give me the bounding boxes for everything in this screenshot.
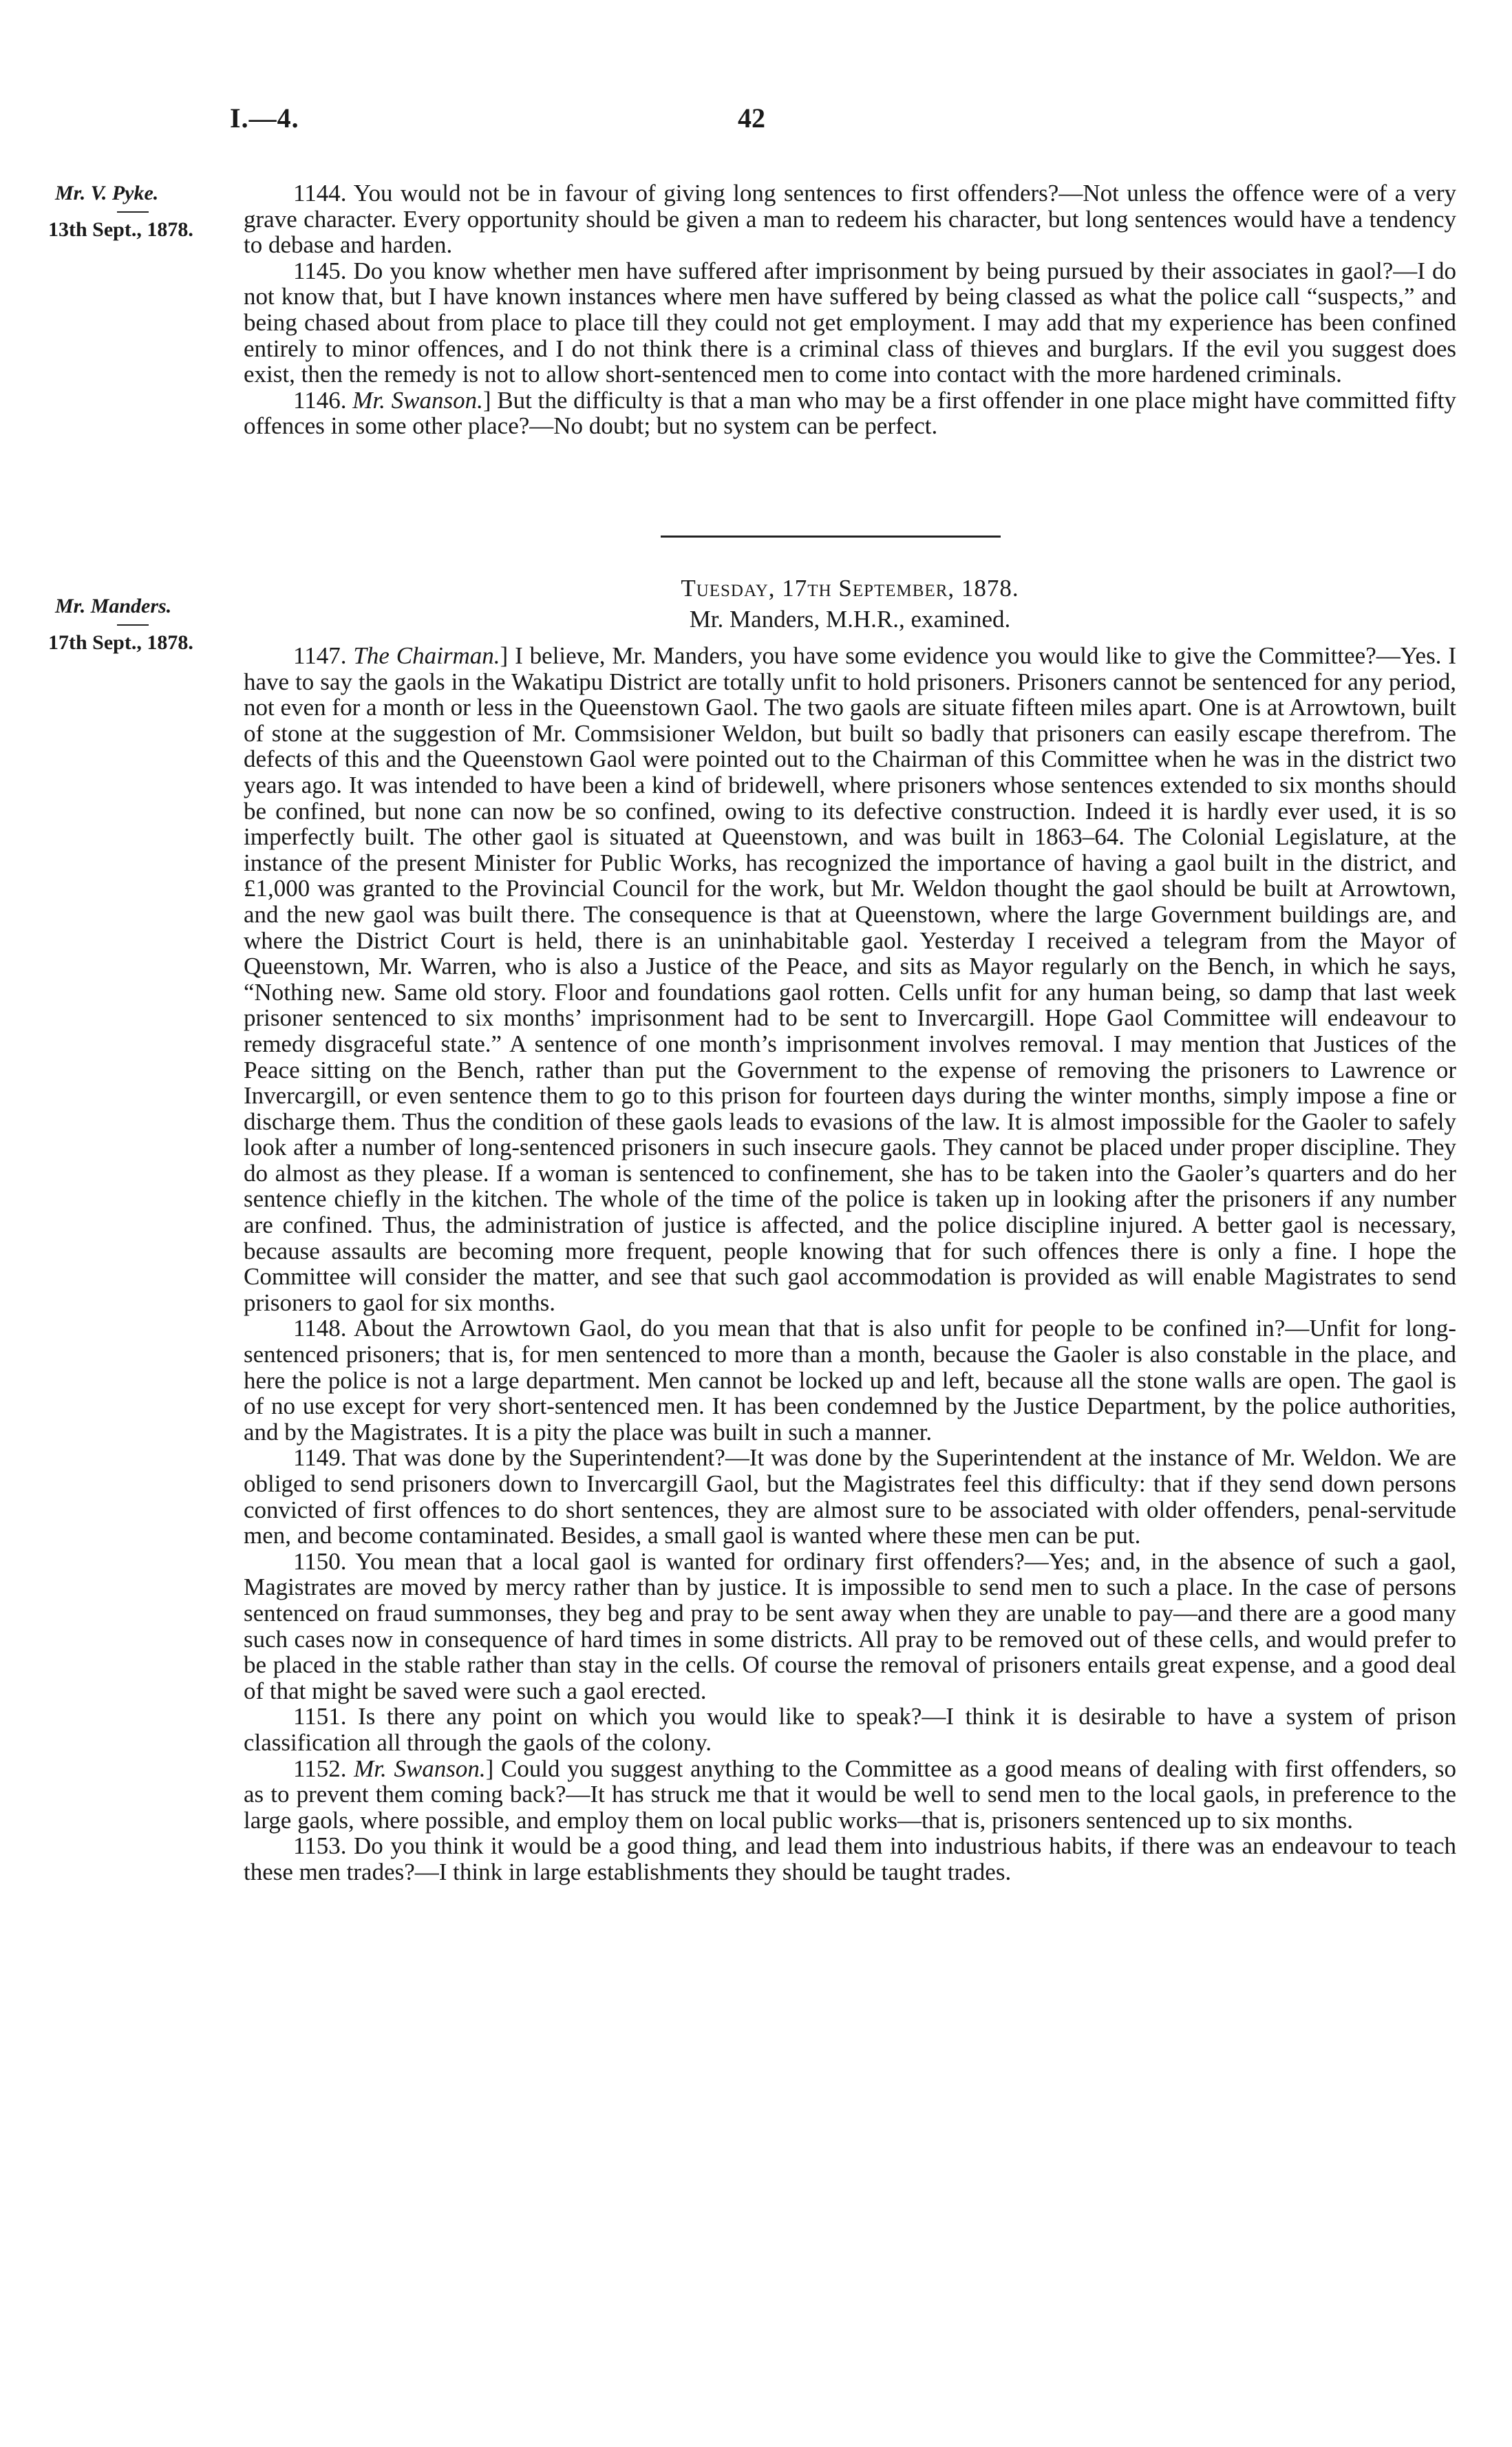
evidence-paragraph: 1145. Do you know whether men have suffered after imprisonment by being pursued by their associates in gaol?—I do not know that, but I have known instances where men have suffered by being classed as what the police call “suspects,” and being chased about from place to place till they could not get employment. I may add that my experience has been confined entirely to minor offences, and I do not think there is a criminal class of thieves and burglars. If the evil you suggest does exist, then the remedy is not to allow short-sentenced men to come into contact with the more hardened criminals.	[244, 257, 1456, 388]
evidence-paragraph: 1146. Mr. Swanson.] But the difficulty is that a man who may be a first offender in one place might have committed fifty offences in some other place?—No doubt; but no system can be perfect.	[244, 386, 1456, 440]
evidence-paragraph: 1144. You would not be in favour of giving long sentences to first offenders?—Not unless the offence were of a very grave character. Every opportunity should be given a man to redeem his character, but long sentences would have a tendency to debase and harden.	[244, 180, 1456, 259]
evidence-paragraph: 1152. Mr. Swanson.] Could you suggest anything to the Committee as a good means of dealing with first offenders, so as to prevent them coming back?—It has struck me that it would be well to send men to the local gaols, in preference to the large gaols, where possible, and employ them on local public works—that is, prisoners sentenced up to six months.	[244, 1755, 1456, 1834]
section-manders-evidence	[244, 643, 1456, 1885]
evidence-paragraph: 1153. Do you think it would be a good thing, and lead them into industrious habits, if there was an endeavour to teach these men trades?—I think in large establishments they should be taught trades.	[244, 1832, 1456, 1885]
evidence-paragraph: 1149. That was done by the Superintendent?—It was done by the Superintendent at the instance of Mr. Weldon. We are obliged to send prisoners down to Invercargill Gaol, but the Magistrates feel this difficulty: that if they send down persons convicted of first offences to do short sentences, they are almost sure to be associated with older offenders, penal-servitude men, and become contaminated. Besides, a small gaol is wanted where these men can be put.	[244, 1444, 1456, 1549]
page-number: 42	[738, 103, 765, 134]
margin-divider	[117, 624, 149, 626]
section-divider	[661, 536, 1001, 538]
margin-date: 17th Sept., 1878.	[48, 631, 193, 654]
series-code: I.—4.	[230, 103, 299, 134]
session-date-heading: Tuesday, 17th September, 1878.	[681, 575, 1019, 602]
margin-date: 13th Sept., 1878.	[48, 218, 193, 241]
margin-witness-name: Mr. Manders.	[55, 595, 172, 617]
margin-witness-name: Mr. V. Pyke.	[55, 182, 159, 204]
evidence-paragraph: 1147. The Chairman.] I believe, Mr. Manders, you have some evidence you would like to give the Committee?—Yes. I have to say the gaols in the Wakatipu District are totally unfit to hold prisoners. Prisoners cannot be sentenced for any period, not even for a month or less in the Queenstown Gaol. The two gaols are situate fifteen miles apart. One is at Arrowtown, built of stone at the suggestion of Mr. Commsisioner Weldon, but built so badly that prisoners can easily escape therefrom. The defects of this and the Queenstown Gaol were pointed out to the Chairman of this Committee when he was in the district two years ago. It was intended to have been a kind of bridewell, where prisoners whose sentences extended to six months should be confined, but none can now be so confined, owing to its defective construction. Indeed it is hardly ever used, it is so imperfectly built. The other gaol is situated at Queenstown, and was built in 1863–64. The Colonial Legislature, at the instance of the present Minister for Public Works, has recognized the importance of having a gaol built in the district, and £1,000 was granted to the Provincial Council for the work, but Mr. Weldon thought the gaol should be built at Arrowtown, and the new gaol was built there. The consequence is that at Queenstown, where the large Government buildings are, and where the District Court is held, there is an uninhabitable gaol. Yesterday I received a telegram from the Mayor of Queenstown, Mr. Warren, who is also a Justice of the Peace, and sits as Mayor regularly on the Bench, in which he says, “Nothing new. Same old story. Floor and foundations gaol rotten. Cells unfit for any human being, so damp that last week prisoner sentenced to six months’ imprisonment had to be sent to Invercargill. Hope Gaol Committee will endeavour to remedy disgraceful state.” A sentence of one month’s imprisonment involves removal. I may mention that Justices of the Peace sitting on the Bench, rather than put the Government to the expense of removing the prisoners to Lawrence or Invercargill, or even sentence them to go to this prison for fourteen days during the winter months, simply impose a fine or discharge them. Thus the condition of these gaols leads to evasions of the law. It is almost impossible for the Gaoler to safely look after a number of long-sentenced prisoners in such insecure gaols. They cannot be placed under proper discipline. They do almost as they please. If a woman is sentenced to confinement, she has to be taken into the Gaoler’s quarters and do her sentence chiefly in the kitchen. The whole of the time of the police is taken up in looking after the prisoners if any number are confined. Thus, the administration of justice is affected, and the police discipline injured. A better gaol is necessary, because assaults are becoming more frequent, people knowing that for such offences there is only a fine. I hope the Committee will consider the matter, and see that such gaol accommodation is provided as will enable Magistrates to send prisoners to gaol for six months.	[244, 642, 1457, 1316]
evidence-paragraph: 1151. Is there any point on which you would like to speak?—I think it is desirable to have a system of prison classification all through the gaols of the colony.	[244, 1703, 1456, 1756]
evidence-paragraph: 1150. You mean that a local gaol is wanted for ordinary first offenders?—Yes; and, in the absence of such a gaol, Magistrates are moved by mercy rather than by justice. It is impossible to send men to such a place. In the case of persons sentenced on fraud summonses, they beg and pray to be sent away when they are unable to pay—and there are a good many such cases now in consequence of hard times in some districts. All pray to be removed out of these cells, and would prefer to be placed in the stable rather than stay in the cells. Of course the removal of prisoners entails great expense, and a good deal of that might be saved were such a gaol erected.	[244, 1547, 1456, 1704]
witness-subheading: Mr. Manders, M.H.R., examined.	[689, 606, 1011, 633]
section-pyke-evidence	[244, 180, 1456, 439]
margin-note-pyke	[48, 180, 241, 242]
margin-note-manders	[48, 593, 241, 655]
margin-divider	[117, 211, 149, 213]
evidence-paragraph: 1148. About the Arrowtown Gaol, do you mean that that is also unfit for people to be confined in?—Unfit for long-sentenced prisoners; that is, for men sentenced to more than a month, because the Gaoler is also constable in the place, and here the police is not a large department. Men cannot be locked up and left, because all the stone walls are open. The gaol is of no use except for very short-sentenced men. It has been condemned by the Justice Department, by the police authorities, and by the Magistrates. It is a pity the place was built in such a manner.	[244, 1315, 1456, 1445]
